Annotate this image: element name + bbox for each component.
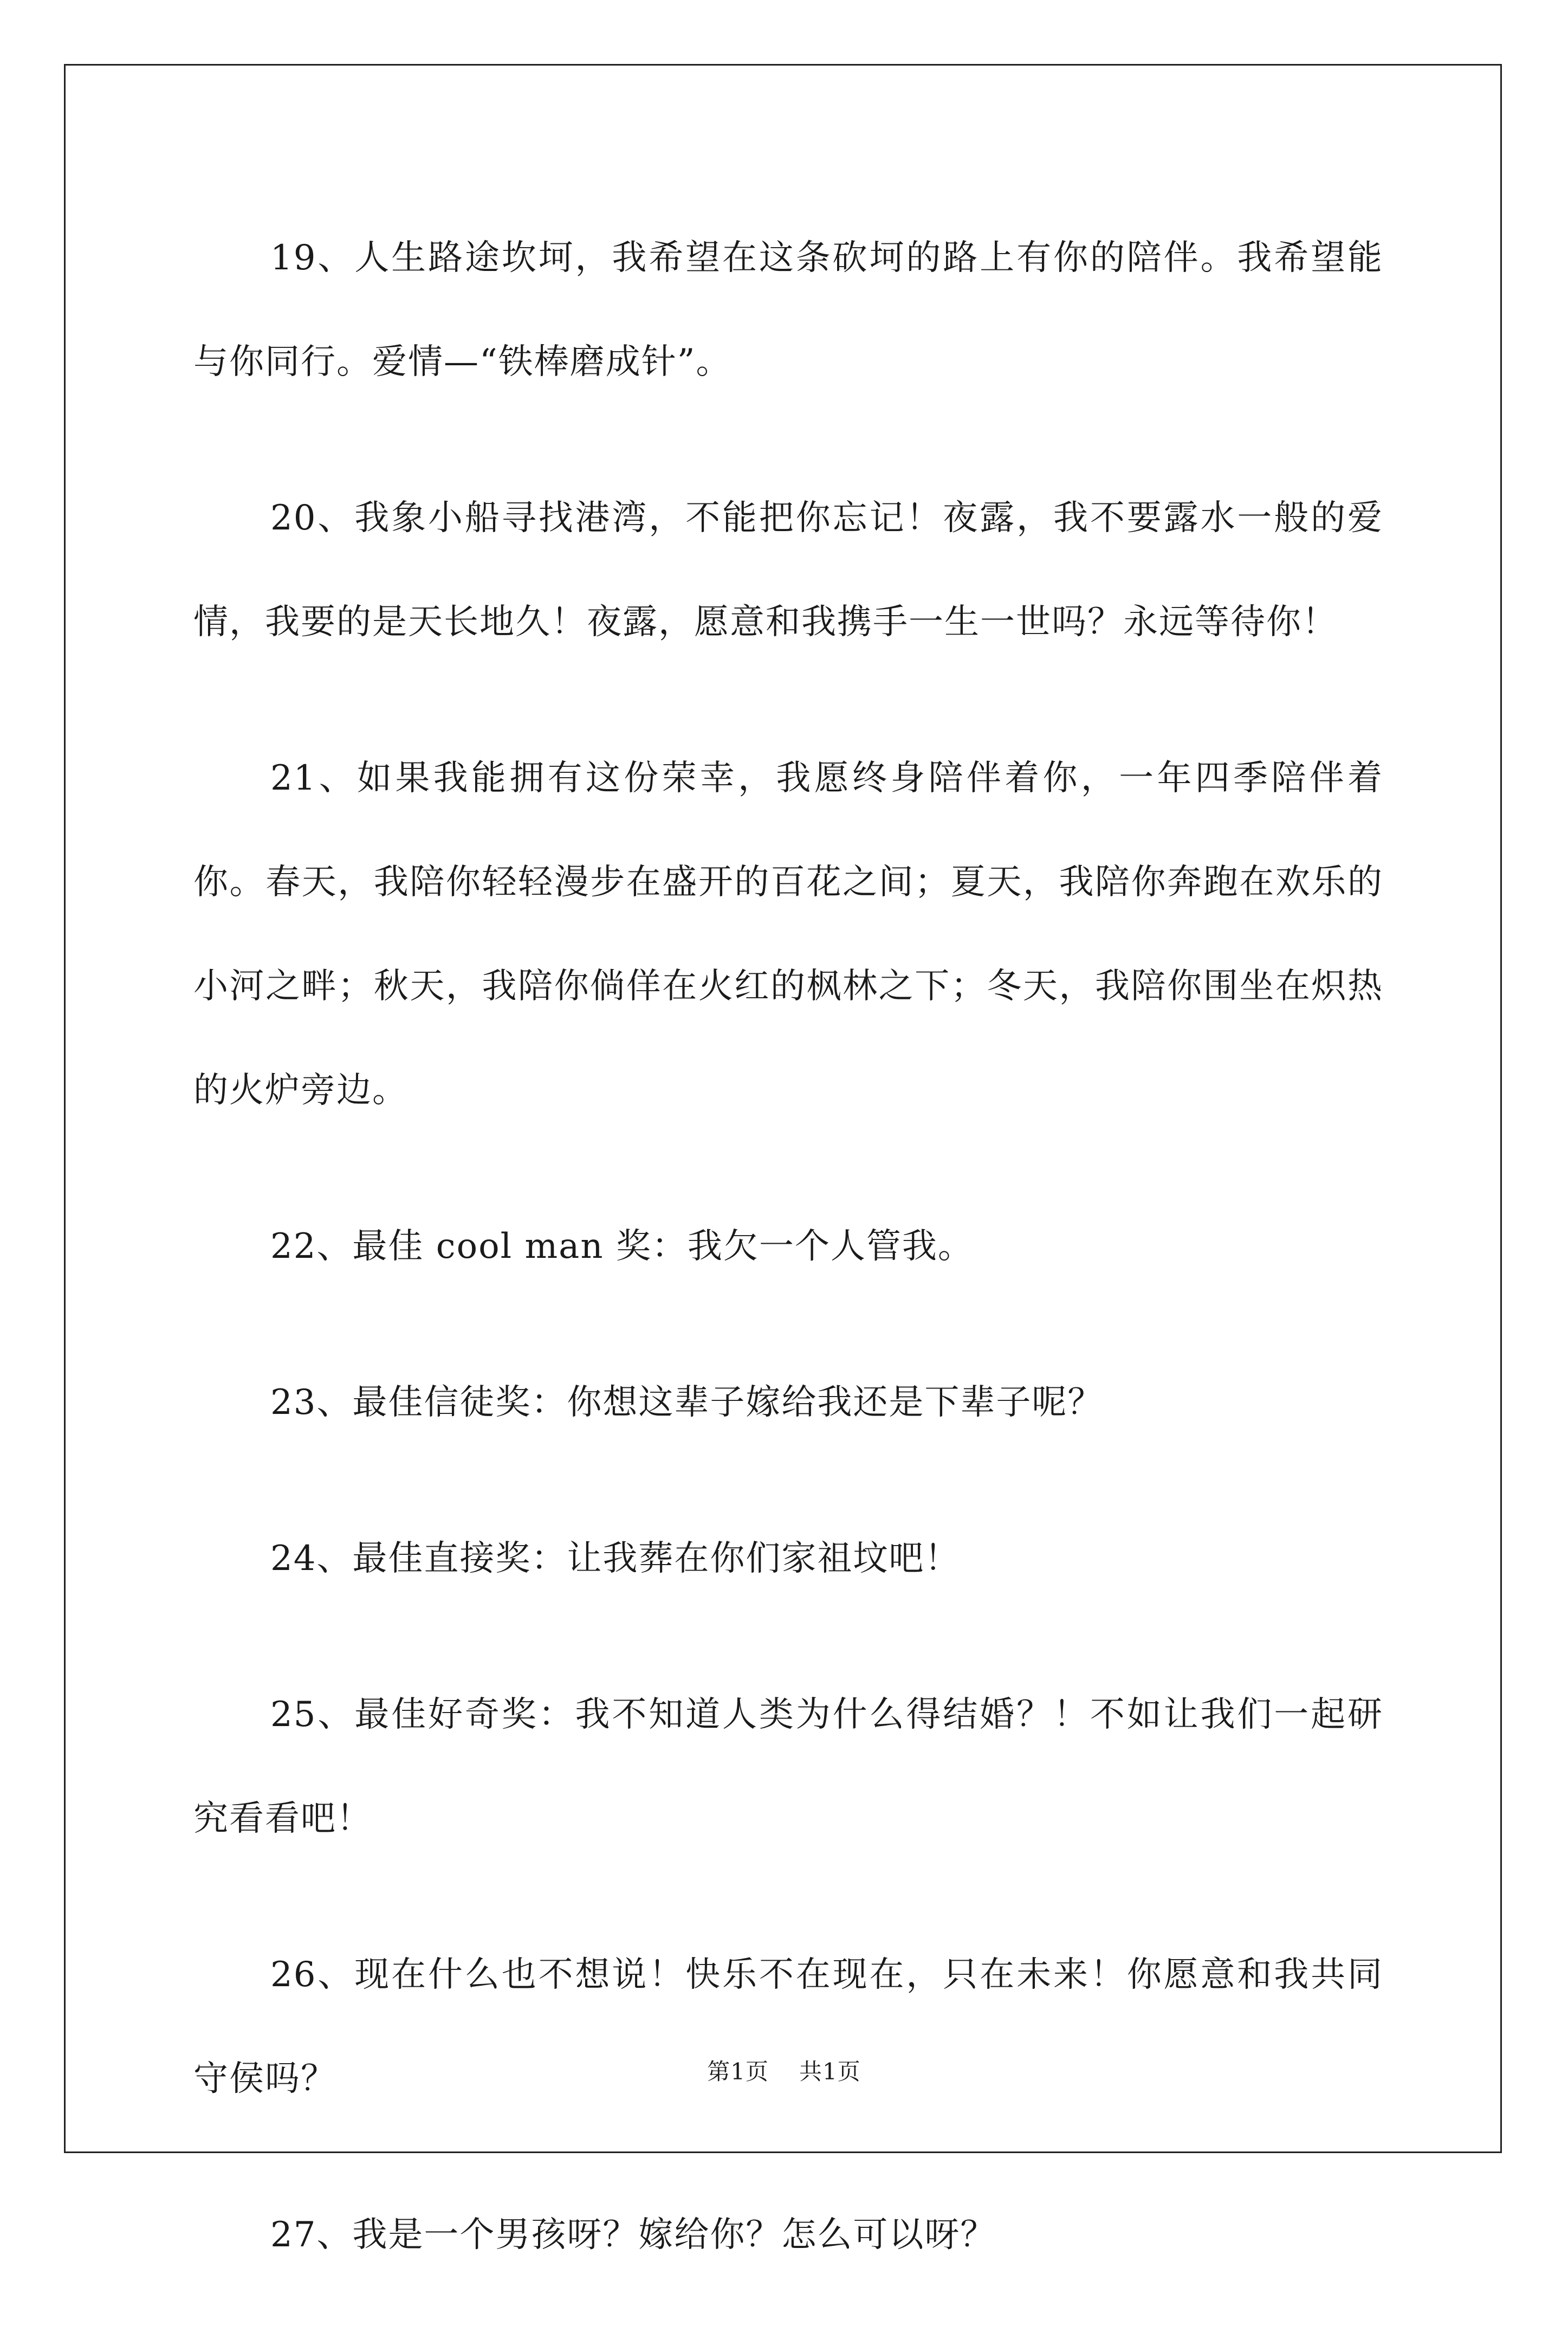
paragraph-24: 24、最佳直接奖：让我葬在你们家祖坟吧！ (270, 1539, 961, 1579)
paragraph-20: 20、我象小船寻找港湾，不能把你忘记！夜露，我不要露水一般的爱情，我要的是天长地久！夜露，愿意和我携手一生一世吗？永远等待你！ (193, 498, 1383, 642)
document-body (193, 206, 1383, 2339)
page-footer (0, 2056, 1568, 2088)
paragraph-26: 26、现在什么也不想说！快乐不在现在，只在未来！你愿意和我共同守侯吗？ (193, 1955, 1383, 2099)
paragraph-23: 23、最佳信徒奖：你想这辈子嫁给我还是下辈子呢？ (270, 1382, 1104, 1423)
paragraph-27: 27、我是一个男孩呀？嫁给你？怎么可以呀？ (270, 2215, 996, 2255)
paragraph-25: 25、最佳好奇奖：我不知道人类为什么得结婚？！不如让我们一起研究看看吧！ (193, 1695, 1383, 1839)
paragraph-19: 19、人生路途坎坷，我希望在这条砍坷的路上有你的陪伴。我希望能与你同行。爱情—“铁棒磨成针”。 (193, 238, 1383, 382)
paragraph-21: 21、如果我能拥有这份荣幸，我愿终身陪伴着你，一年四季陪伴着你。春天，我陪你轻轻漫步在盛开的百花之间；夏天，我陪你奔跑在欢乐的小河之畔；秋天，我陪你倘佯在火红的枫林之下；冬天，我陪你围坐在炽热的火炉旁边。 (193, 758, 1383, 1110)
page-number-current: 第1页 (707, 2058, 769, 2085)
paragraph-22: 22、最佳 cool man 奖：我欠一个人管我。 (270, 1226, 974, 1267)
page-number-total: 共1页 (799, 2058, 861, 2085)
